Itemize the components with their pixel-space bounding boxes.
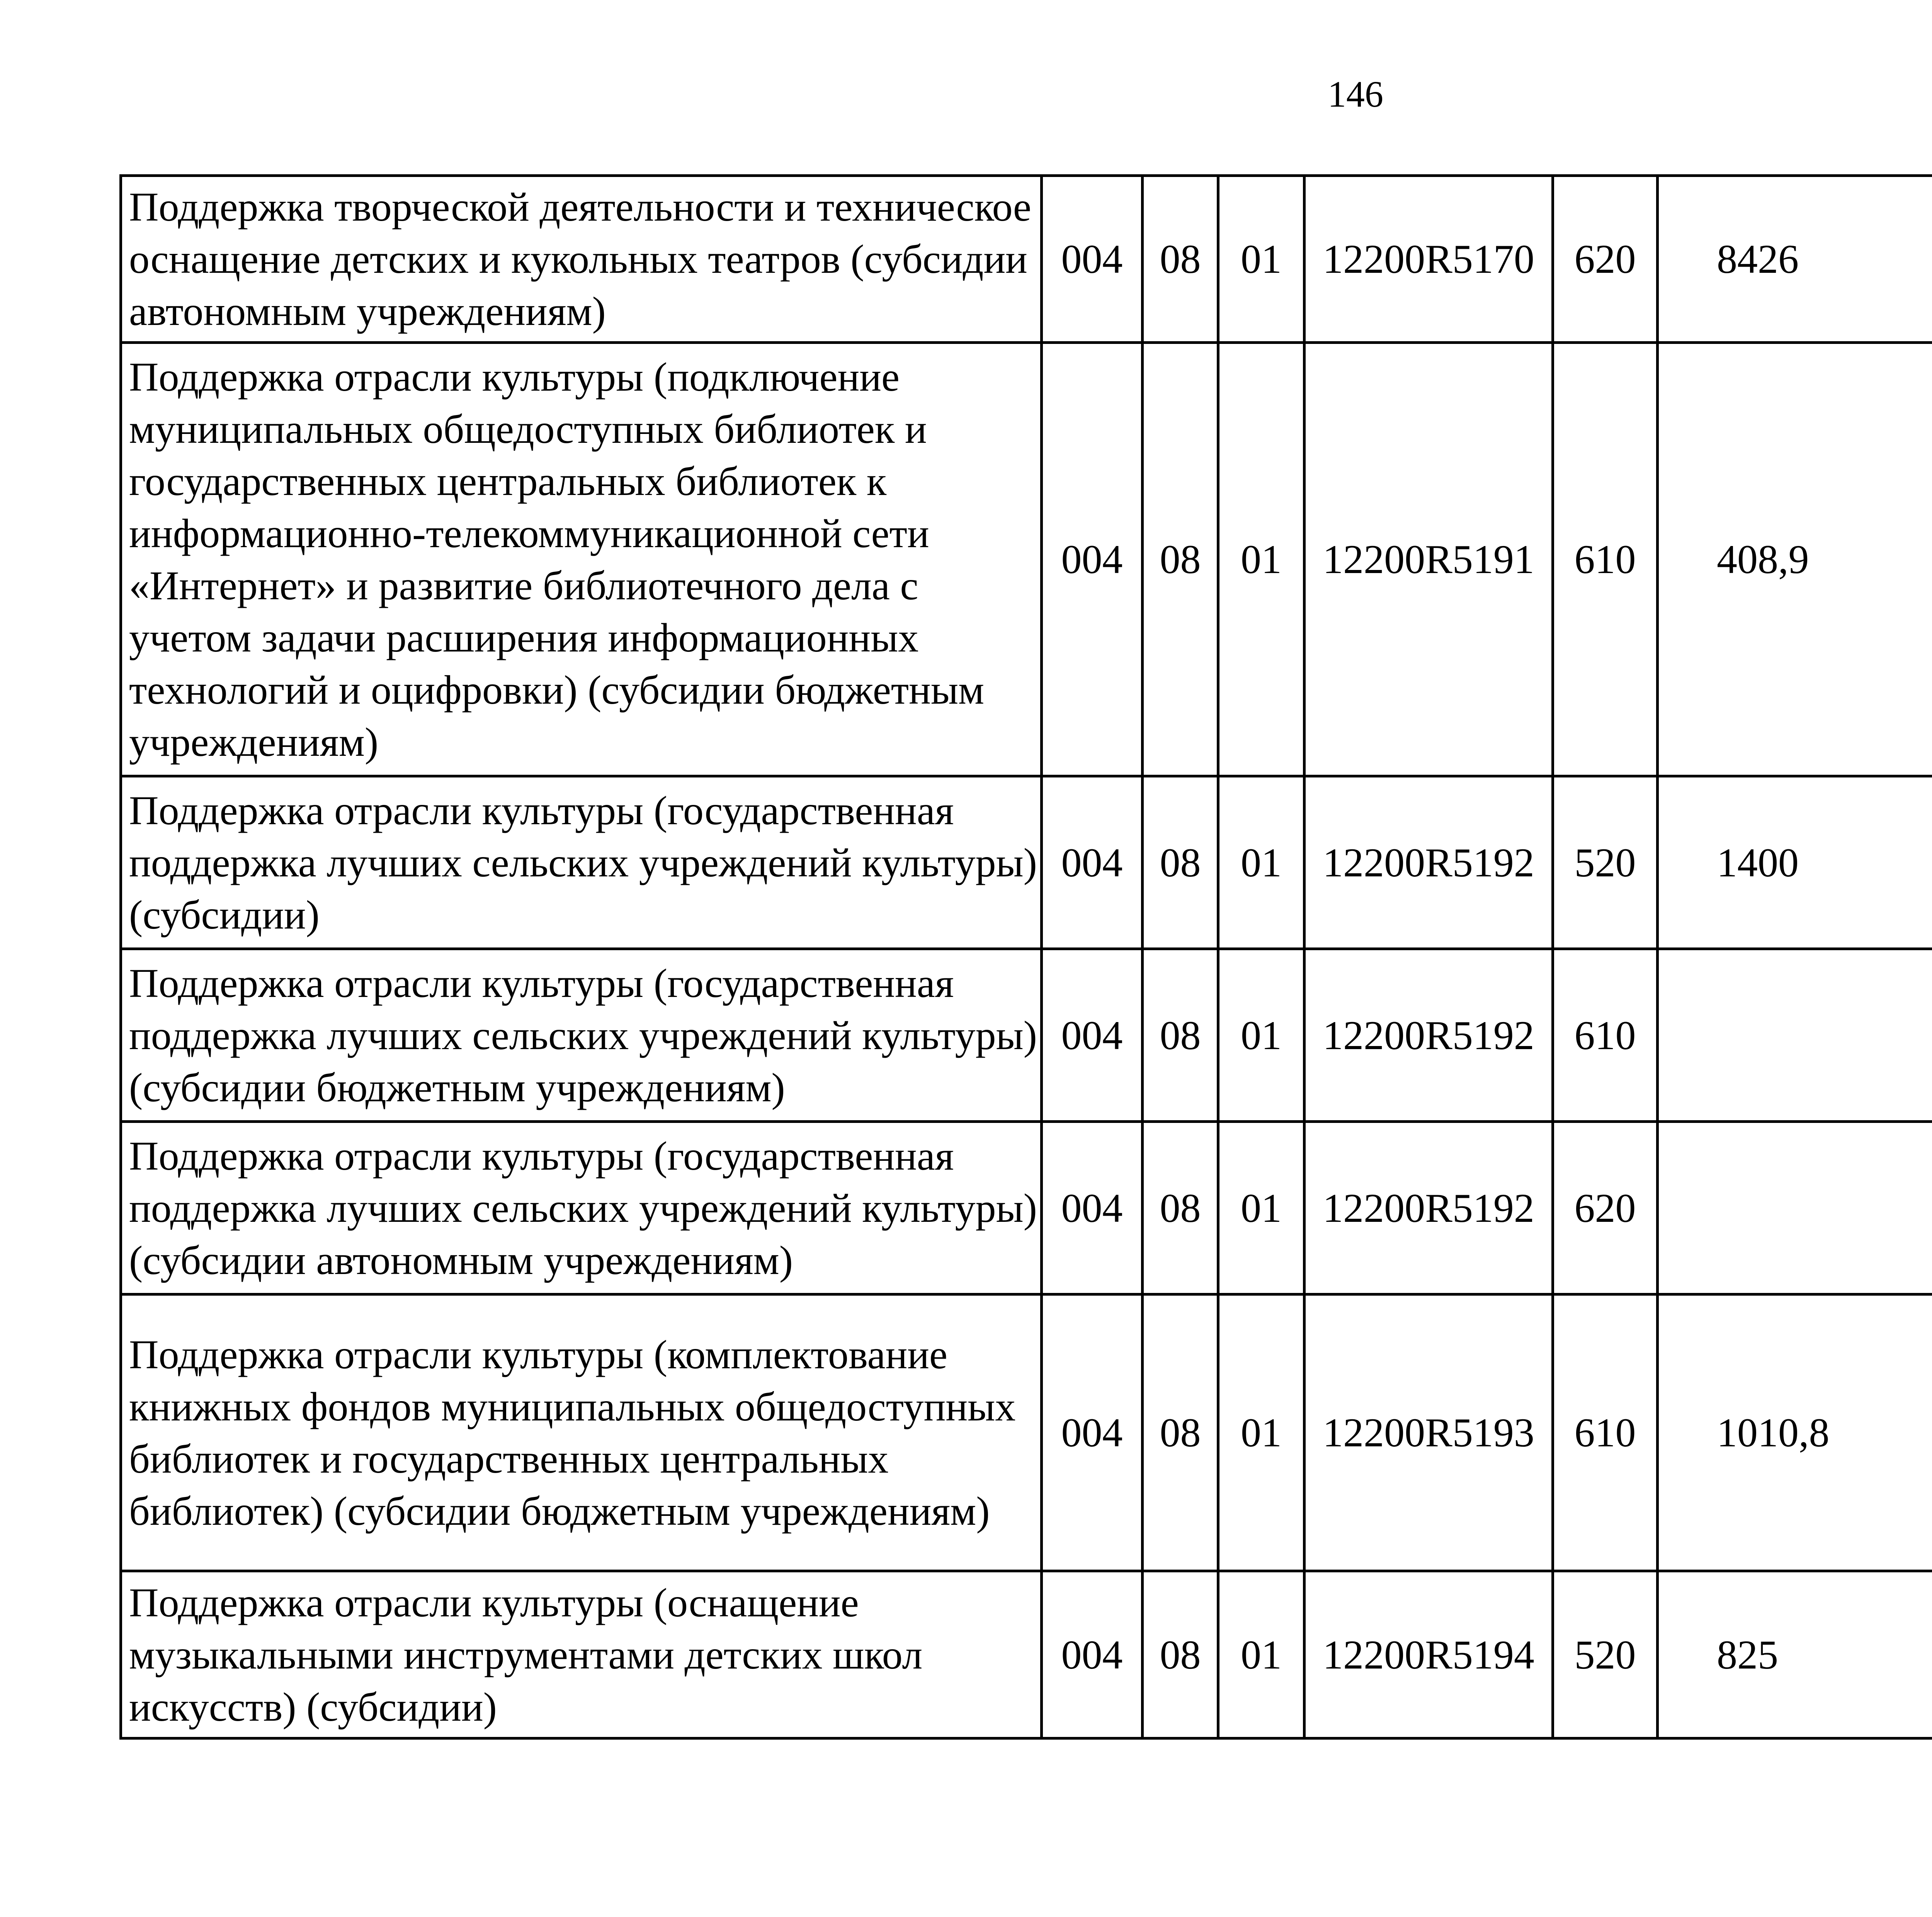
target-article-cell: 12200R5192 (1304, 1122, 1553, 1294)
expense-type-cell: 610 (1553, 343, 1658, 776)
budget-table (119, 174, 1932, 1740)
section-code-cell: 08 (1143, 1571, 1218, 1738)
target-article-cell: 12200R5170 (1304, 176, 1553, 343)
section-code-cell: 08 (1143, 343, 1218, 776)
amount-1-cell: 825 (1658, 1571, 1932, 1738)
expense-name-cell: Поддержка отрасли культуры (государственная поддержка лучших сельских учреждений культуры) (субсидии) (121, 776, 1042, 949)
expense-name-cell: Поддержка отрасли культуры (оснащение музыкальными инструментами детских школ искусств) (субсидии) (121, 1571, 1042, 1738)
table-row (121, 949, 1932, 1122)
expense-type-cell: 610 (1553, 949, 1658, 1122)
table-row (121, 1122, 1932, 1294)
page-number: 146 (1328, 73, 1383, 115)
expense-type-cell: 620 (1553, 1122, 1658, 1294)
section-code-cell: 08 (1143, 1122, 1218, 1294)
subsection-code-cell: 01 (1218, 1571, 1304, 1738)
expense-name-cell: Поддержка отрасли культуры (комплектование книжных фондов муниципальных общедоступных библиотек и государственных центральных библиотек) (субсидии бюджетным учреждениям) (121, 1294, 1042, 1571)
target-article-cell: 12200R5191 (1304, 343, 1553, 776)
subsection-code-cell: 01 (1218, 1122, 1304, 1294)
ministry-code-cell: 004 (1042, 176, 1143, 343)
amount-1-cell: 8426 (1658, 176, 1932, 343)
table-row (121, 343, 1932, 776)
subsection-code-cell: 01 (1218, 176, 1304, 343)
target-article-cell: 12200R5194 (1304, 1571, 1553, 1738)
ministry-code-cell: 004 (1042, 1571, 1143, 1738)
ministry-code-cell: 004 (1042, 343, 1143, 776)
amount-1-cell (1658, 949, 1932, 1122)
subsection-code-cell: 01 (1218, 949, 1304, 1122)
expense-type-cell: 520 (1553, 776, 1658, 949)
section-code-cell: 08 (1143, 176, 1218, 343)
table-row (121, 776, 1932, 949)
section-code-cell: 08 (1143, 1294, 1218, 1571)
expense-name-cell: Поддержка отрасли культуры (государственная поддержка лучших сельских учреждений культуры) (субсидии бюджетным учреждениям) (121, 949, 1042, 1122)
table-row (121, 1294, 1932, 1571)
expense-type-cell: 620 (1553, 176, 1658, 343)
section-code-cell: 08 (1143, 776, 1218, 949)
subsection-code-cell: 01 (1218, 343, 1304, 776)
section-code-cell: 08 (1143, 949, 1218, 1122)
table-row (121, 176, 1932, 343)
ministry-code-cell: 004 (1042, 776, 1143, 949)
ministry-code-cell: 004 (1042, 1122, 1143, 1294)
ministry-code-cell: 004 (1042, 1294, 1143, 1571)
amount-1-cell: 1400 (1658, 776, 1932, 949)
subsection-code-cell: 01 (1218, 776, 1304, 949)
amount-1-cell: 408,9 (1658, 343, 1932, 776)
expense-name-cell: Поддержка отрасли культуры (государственная поддержка лучших сельских учреждений культуры) (субсидии автономным учреждениям) (121, 1122, 1042, 1294)
expense-name-cell: Поддержка отрасли культуры (подключение муниципальных общедоступных библиотек и государственных центральных библиотек к информационно-телекоммуникационной сети «Интернет» и развитие библиотечного дела с учетом задачи расширения информационных технологий и оцифровки) (субсидии бюджетным учреждениям) (121, 343, 1042, 776)
target-article-cell: 12200R5192 (1304, 949, 1553, 1122)
amount-1-cell (1658, 1122, 1932, 1294)
target-article-cell: 12200R5193 (1304, 1294, 1553, 1571)
amount-1-cell: 1010,8 (1658, 1294, 1932, 1571)
subsection-code-cell: 01 (1218, 1294, 1304, 1571)
expense-type-cell: 520 (1553, 1571, 1658, 1738)
target-article-cell: 12200R5192 (1304, 776, 1553, 949)
table-row (121, 1571, 1932, 1738)
expense-type-cell: 610 (1553, 1294, 1658, 1571)
ministry-code-cell: 004 (1042, 949, 1143, 1122)
expense-name-cell: Поддержка творческой деятельности и техническое оснащение детских и кукольных театров (субсидии автономным учреждениям) (121, 176, 1042, 343)
